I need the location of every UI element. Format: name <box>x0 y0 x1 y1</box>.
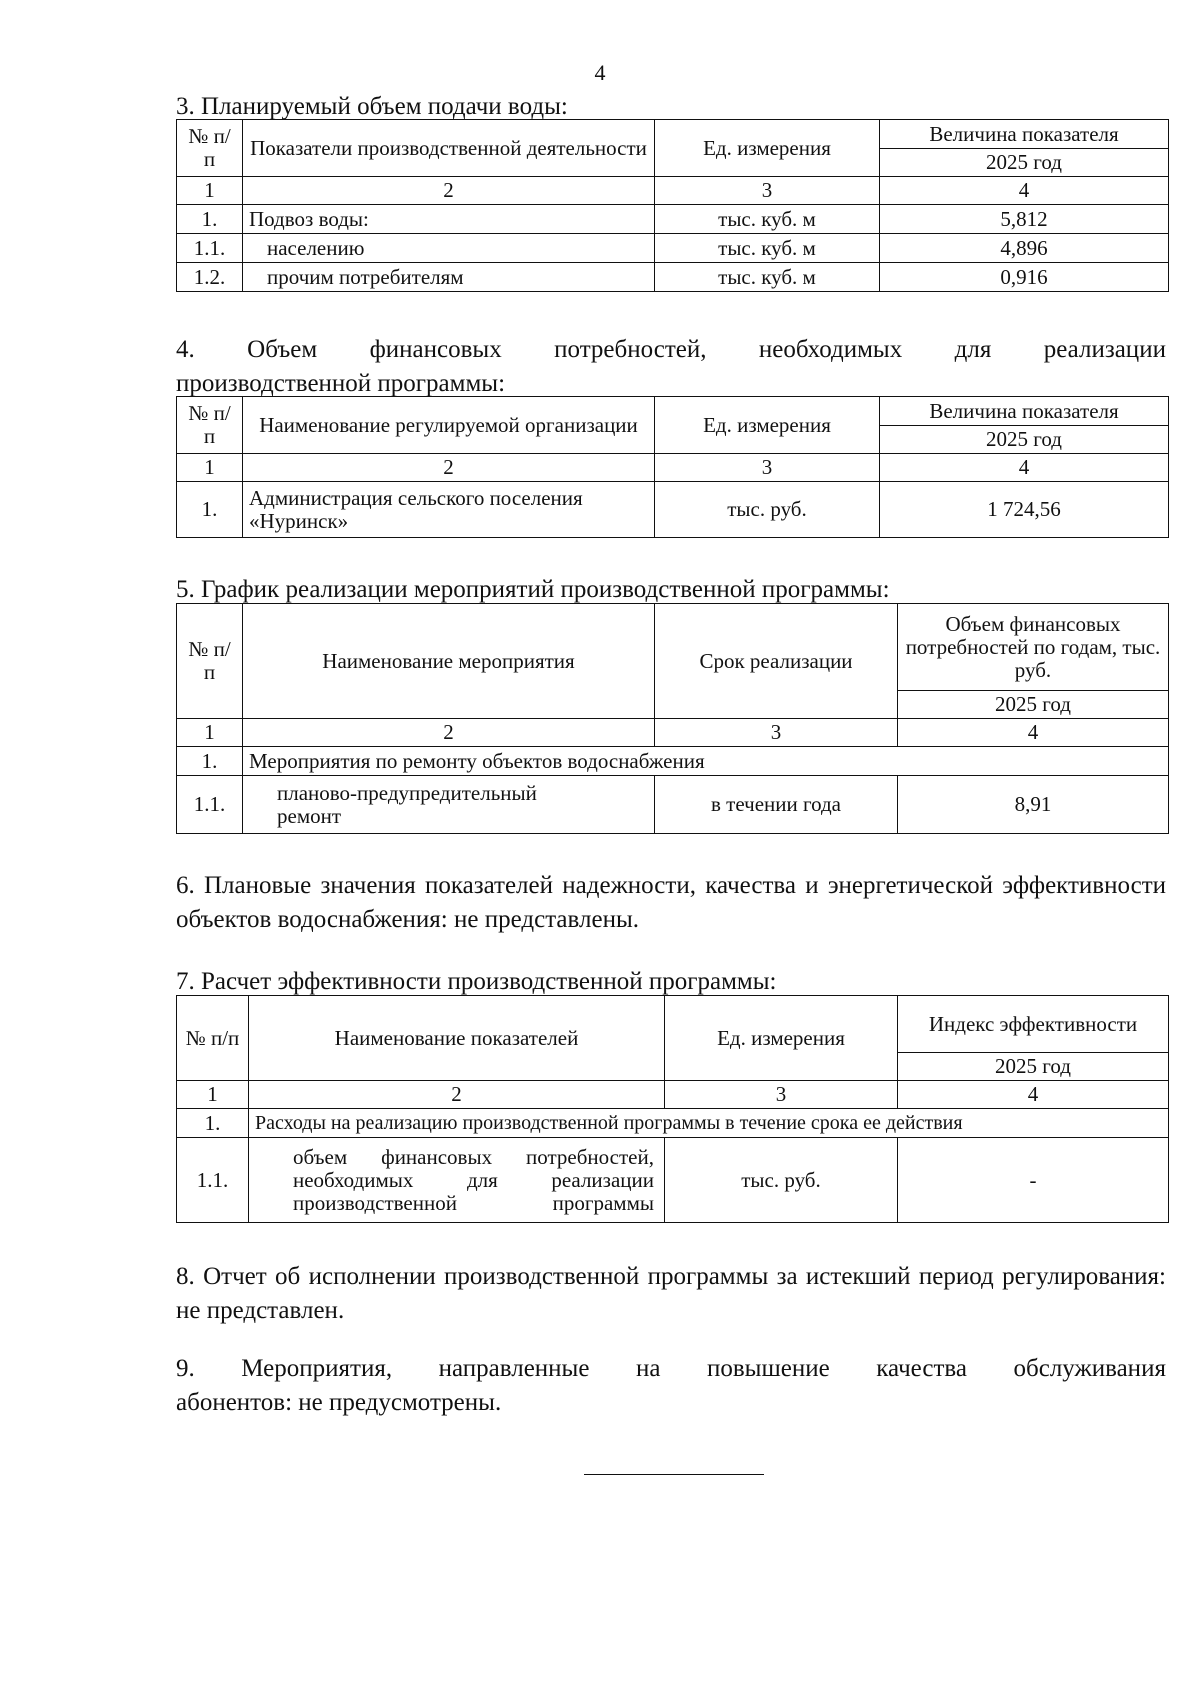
colnum: 4 <box>898 1081 1169 1109</box>
row-name: Подвоз воды: <box>243 205 655 234</box>
header-num: № п/п <box>177 996 249 1081</box>
header-name: Наименование мероприятия <box>243 604 655 719</box>
word: реализации <box>1043 336 1166 363</box>
header-year: 2025 год <box>898 691 1169 719</box>
page-number: 4 <box>594 60 606 85</box>
colnum: 4 <box>880 177 1169 205</box>
row-value: 8,91 <box>898 776 1169 834</box>
column-number-row <box>177 177 1169 205</box>
section-3-title: 3. Планируемый объем подачи воды: <box>176 93 568 120</box>
colnum: 4 <box>898 719 1169 747</box>
header-year: 2025 год <box>880 149 1169 177</box>
table-row <box>177 482 1169 538</box>
colnum: 4 <box>880 454 1169 482</box>
header-name: Наименование регулируемой организации <box>243 397 655 454</box>
header-unit: Ед. измерения <box>655 120 880 177</box>
table-row <box>177 776 1169 834</box>
colnum: 1 <box>177 177 243 205</box>
financial-needs-table <box>176 396 1169 538</box>
table-header-row <box>177 604 1169 691</box>
header-num: № п/п <box>177 120 243 177</box>
word: обслуживания <box>1013 1355 1166 1382</box>
table-header-row <box>177 397 1169 426</box>
colnum: 2 <box>243 719 655 747</box>
section-4-title-line1 <box>176 333 1166 367</box>
word: потребностей, <box>554 336 707 363</box>
row-value: 1 724,56 <box>880 482 1169 538</box>
row-unit: тыс. куб. м <box>655 205 880 234</box>
column-number-row <box>177 454 1169 482</box>
colnum: 2 <box>243 454 655 482</box>
row-unit: тыс. куб. м <box>655 234 880 263</box>
row-num: 1.1. <box>177 234 243 263</box>
header-indicator: Показатели производственной деятельности <box>243 120 655 177</box>
table-row <box>177 234 1169 263</box>
row-num: 1.2. <box>177 263 243 292</box>
section-4-title-line2: производственной программы: <box>176 370 506 397</box>
row-name: объем финансовых потребностей, необходимых для реализации производственной программы <box>249 1138 665 1223</box>
word: финансовых <box>369 336 502 363</box>
column-number-row <box>177 719 1169 747</box>
colnum: 3 <box>665 1081 898 1109</box>
word: на <box>635 1355 661 1382</box>
row-name: прочим потребителям <box>243 263 655 292</box>
group-text: Мероприятия по ремонту объектов водоснабжения <box>243 747 1169 776</box>
section-8-text: 8. Отчет об исполнении производственной программы за истекший период регулирования: не представлен. <box>176 1263 1166 1324</box>
row-value: 5,812 <box>880 205 1169 234</box>
header-num: № п/п <box>177 397 243 454</box>
header-year: 2025 год <box>880 426 1169 454</box>
table-group-row <box>177 1109 1169 1138</box>
row-num: 1.1. <box>177 776 243 834</box>
table-row <box>177 1138 1169 1223</box>
row-term: в течении года <box>655 776 898 834</box>
colnum: 2 <box>243 177 655 205</box>
schedule-table <box>176 603 1169 834</box>
table-header-row <box>177 120 1169 149</box>
group-text: Расходы на реализацию производственной программы в течение срока ее действия <box>249 1109 1169 1138</box>
row-value: 4,896 <box>880 234 1169 263</box>
header-unit: Ед. измерения <box>665 996 898 1081</box>
row-unit: тыс. куб. м <box>655 263 880 292</box>
group-num: 1. <box>177 1109 249 1138</box>
header-name: Наименование показателей <box>249 996 665 1081</box>
word: необходимых <box>758 336 903 363</box>
colnum: 1 <box>177 719 243 747</box>
word: 9. <box>176 1355 195 1382</box>
column-number-row <box>177 1081 1169 1109</box>
word: направленные <box>438 1355 590 1382</box>
section-9-line1 <box>176 1352 1166 1386</box>
row-unit: тыс. руб. <box>655 482 880 538</box>
colnum: 2 <box>249 1081 665 1109</box>
table-row <box>177 205 1169 234</box>
row-num: 1.1. <box>177 1138 249 1223</box>
section-6-text: 6. Плановые значения показателей надежности, качества и энергетической эффективности объектов водоснабжения: не представлены. <box>176 872 1166 933</box>
closing-divider <box>584 1474 764 1475</box>
header-value: Объем финансовых потребностей по годам, тыс. руб. <box>898 604 1169 691</box>
section-9-line2: абонентов: не предусмотрены. <box>176 1389 502 1416</box>
table-header-row <box>177 996 1169 1053</box>
group-num: 1. <box>177 747 243 776</box>
word: Мероприятия, <box>241 1355 393 1382</box>
water-supply-table <box>176 119 1169 292</box>
section-7-title: 7. Расчет эффективности производственной программы: <box>176 968 777 995</box>
word: Объем <box>247 336 318 363</box>
header-term: Срок реализации <box>655 604 898 719</box>
row-name: населению <box>243 234 655 263</box>
word: для <box>954 336 992 363</box>
colnum: 3 <box>655 454 880 482</box>
table-row <box>177 263 1169 292</box>
colnum: 1 <box>177 1081 249 1109</box>
section-9-text <box>176 1352 1166 1420</box>
colnum: 3 <box>655 177 880 205</box>
table-group-row <box>177 747 1169 776</box>
colnum: 3 <box>655 719 898 747</box>
row-num: 1. <box>177 482 243 538</box>
header-unit: Ед. измерения <box>655 397 880 454</box>
row-value: 0,916 <box>880 263 1169 292</box>
section-5-title: 5. График реализации мероприятий производственной программы: <box>176 576 890 603</box>
section-4-title <box>176 333 1166 401</box>
colnum: 1 <box>177 454 243 482</box>
header-year: 2025 год <box>898 1053 1169 1081</box>
header-value: Индекс эффективности <box>898 996 1169 1053</box>
word: качества <box>876 1355 967 1382</box>
row-num: 1. <box>177 205 243 234</box>
efficiency-table <box>176 995 1169 1223</box>
row-value: - <box>898 1138 1169 1223</box>
row-name: планово-предупредительный ремонт <box>243 776 655 834</box>
row-unit: тыс. руб. <box>665 1138 898 1223</box>
word: повышение <box>707 1355 830 1382</box>
row-name: Администрация сельского поселения «Нуринск» <box>243 482 655 538</box>
word: 4. <box>176 336 195 363</box>
header-num: № п/п <box>177 604 243 719</box>
header-value: Величина показателя <box>880 397 1169 426</box>
header-value: Величина показателя <box>880 120 1169 149</box>
